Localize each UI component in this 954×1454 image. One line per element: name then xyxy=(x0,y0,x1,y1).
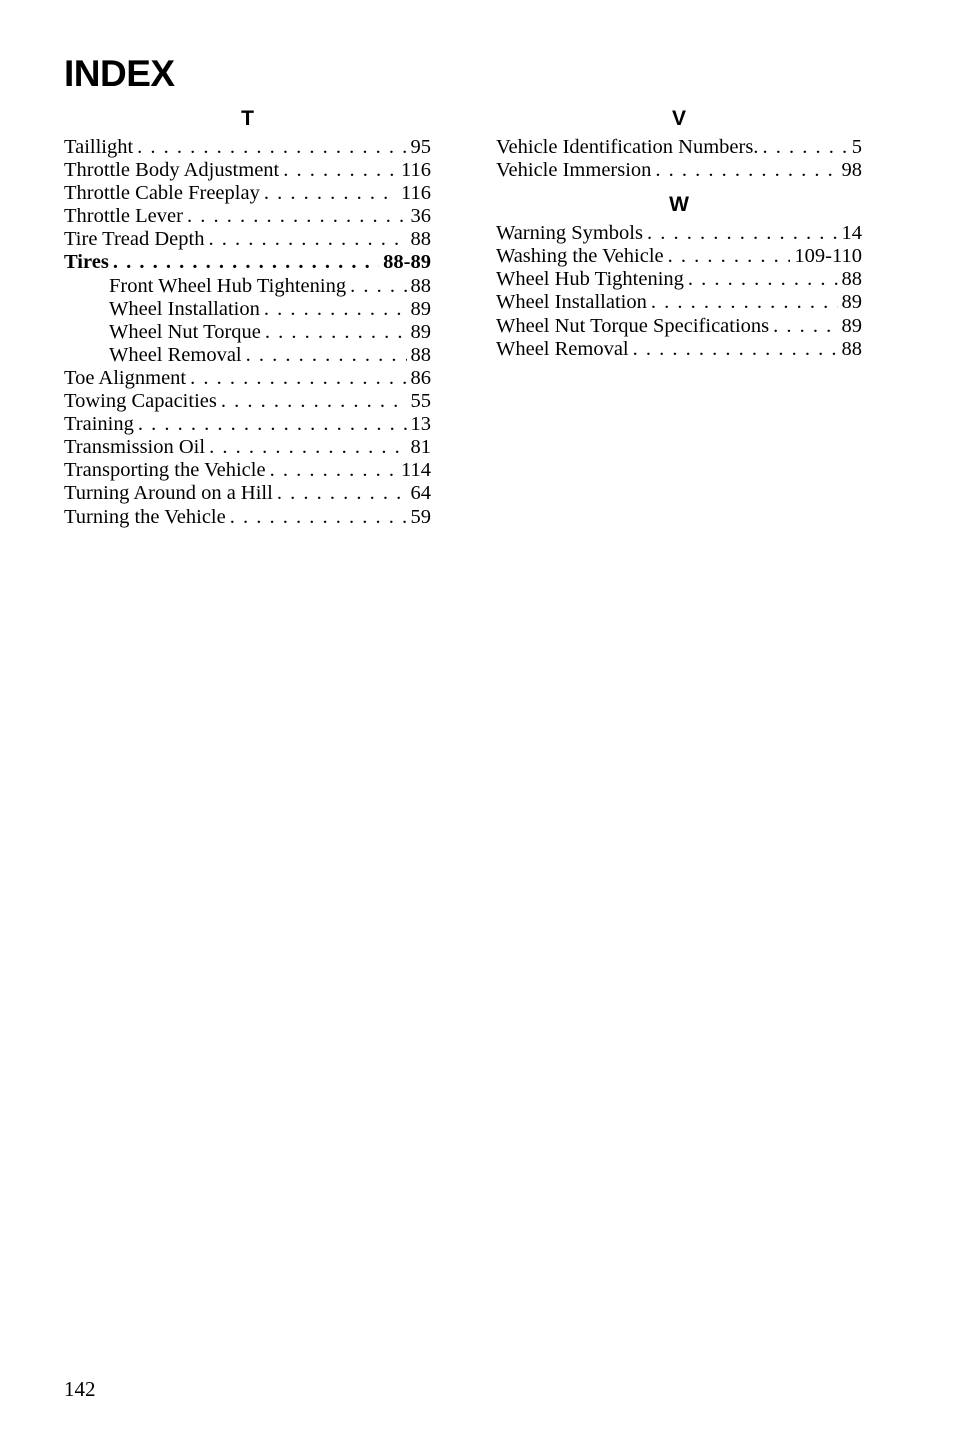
index-section-t xyxy=(64,106,431,529)
index-page-ref: 116 xyxy=(401,159,431,182)
index-term: Wheel Removal xyxy=(109,343,242,366)
dot-leader xyxy=(265,321,407,344)
index-page-ref: 116 xyxy=(401,182,431,205)
dot-leader xyxy=(138,413,407,436)
index-page-ref: 5 xyxy=(851,136,862,158)
index-entries xyxy=(64,136,431,529)
index-entry xyxy=(64,482,431,505)
index-term: Turning the Vehicle xyxy=(64,505,226,528)
index-entry xyxy=(64,367,431,390)
dot-leader xyxy=(655,159,837,182)
index-term: Taillight xyxy=(64,136,134,158)
dot-leader xyxy=(187,205,407,228)
index-page-ref: 98 xyxy=(841,159,862,182)
index-entry xyxy=(496,222,862,245)
index-subentry xyxy=(64,344,431,367)
index-page-ref: 36 xyxy=(410,205,431,228)
dot-leader xyxy=(221,390,407,413)
index-column-left xyxy=(64,106,431,529)
page-number: 142 xyxy=(64,1377,96,1401)
index-term: Training xyxy=(64,413,134,436)
index-entry xyxy=(64,159,431,182)
index-entries xyxy=(496,136,862,182)
index-entry xyxy=(64,506,431,529)
index-page-ref: 109-110 xyxy=(794,245,862,268)
index-term: Vehicle Identification Numbers. xyxy=(496,136,759,158)
dot-leader xyxy=(647,222,838,245)
section-letter: T xyxy=(241,107,254,130)
dot-leader xyxy=(270,459,397,482)
index-section-v xyxy=(496,106,862,182)
index-page-ref: 89 xyxy=(841,314,862,337)
dot-leader xyxy=(137,136,406,159)
index-page-ref: 14 xyxy=(841,222,862,245)
index-page-ref: 13 xyxy=(410,413,431,436)
dot-leader xyxy=(190,367,406,390)
index-page-ref: 81 xyxy=(410,436,431,459)
index-page-ref: 89 xyxy=(410,320,431,343)
dot-leader xyxy=(633,338,838,361)
index-page-ref: 88 xyxy=(841,337,862,360)
index-term: Front Wheel Hub Tightening xyxy=(109,274,347,297)
dot-leader xyxy=(773,315,837,338)
index-term: Throttle Lever xyxy=(64,205,183,228)
index-entry xyxy=(496,136,862,159)
index-term: Toe Alignment xyxy=(64,366,187,389)
dot-leader xyxy=(277,482,407,505)
index-term: Wheel Removal xyxy=(496,337,629,360)
index-column-right xyxy=(496,106,862,361)
index-term: Washing the Vehicle xyxy=(496,245,664,268)
index-term: Wheel Nut Torque Specifications xyxy=(496,314,770,337)
index-term: Wheel Hub Tightening xyxy=(496,268,684,291)
dot-leader xyxy=(230,506,407,529)
index-term: Vehicle Immersion xyxy=(496,159,652,182)
index-page-ref: 89 xyxy=(841,291,862,314)
index-entry xyxy=(64,459,431,482)
index-page-ref: 114 xyxy=(401,459,431,482)
dot-leader xyxy=(762,136,847,159)
index-page-ref: 88 xyxy=(841,268,862,291)
index-page-ref: 86 xyxy=(410,366,431,389)
dot-leader xyxy=(283,159,397,182)
dot-leader xyxy=(264,298,407,321)
index-term: Transporting the Vehicle xyxy=(64,459,266,482)
index-entry xyxy=(496,159,862,182)
index-subentry xyxy=(64,298,431,321)
index-term: Throttle Cable Freeplay xyxy=(64,182,260,205)
section-letter: V xyxy=(671,107,686,130)
index-subentry xyxy=(64,321,431,344)
dot-leader xyxy=(350,275,406,298)
index-page-ref: 89 xyxy=(410,297,431,320)
page-title: INDEX xyxy=(64,53,175,94)
index-page-ref: 88 xyxy=(410,343,431,366)
section-letter: W xyxy=(669,193,689,217)
index-term: Transmission Oil xyxy=(64,436,206,459)
index-term: Tire Tread Depth xyxy=(64,228,205,251)
index-entry xyxy=(496,291,862,314)
index-page-ref: 95 xyxy=(410,136,431,158)
index-entry xyxy=(64,251,431,274)
dot-leader xyxy=(246,344,407,367)
index-term: Wheel Installation xyxy=(109,297,260,320)
index-entry xyxy=(64,205,431,228)
index-page-ref: 59 xyxy=(410,505,431,528)
dot-leader xyxy=(208,228,406,251)
index-section-w xyxy=(496,192,862,361)
index-entry xyxy=(496,245,862,268)
index-term: Wheel Nut Torque xyxy=(109,320,261,343)
index-term: Throttle Body Adjustment xyxy=(64,159,280,182)
index-entry xyxy=(64,136,431,159)
index-entry xyxy=(64,182,431,205)
index-entry xyxy=(496,315,862,338)
index-entry xyxy=(64,228,431,251)
index-subentry xyxy=(64,275,431,298)
index-term: Wheel Installation xyxy=(496,291,647,314)
index-entry xyxy=(64,413,431,436)
index-entry xyxy=(64,390,431,413)
index-page-ref: 88 xyxy=(410,274,431,297)
index-term: Tires xyxy=(64,251,109,274)
index-page-ref: 64 xyxy=(410,482,431,505)
dot-leader xyxy=(651,291,838,314)
index-term: Warning Symbols xyxy=(496,222,643,245)
index-entries xyxy=(496,222,862,361)
index-page-ref: 55 xyxy=(410,390,431,413)
dot-leader xyxy=(113,251,379,274)
index-term: Turning Around on a Hill xyxy=(64,482,273,505)
dot-leader xyxy=(688,268,838,291)
dot-leader xyxy=(668,245,791,268)
index-entry xyxy=(496,338,862,361)
index-entry xyxy=(496,268,862,291)
dot-leader xyxy=(264,182,397,205)
dot-leader xyxy=(209,436,406,459)
index-page-ref: 88 xyxy=(410,228,431,251)
index-entry xyxy=(64,436,431,459)
index-page-ref: 88-89 xyxy=(383,251,431,274)
index-term: Towing Capacities xyxy=(64,390,217,413)
